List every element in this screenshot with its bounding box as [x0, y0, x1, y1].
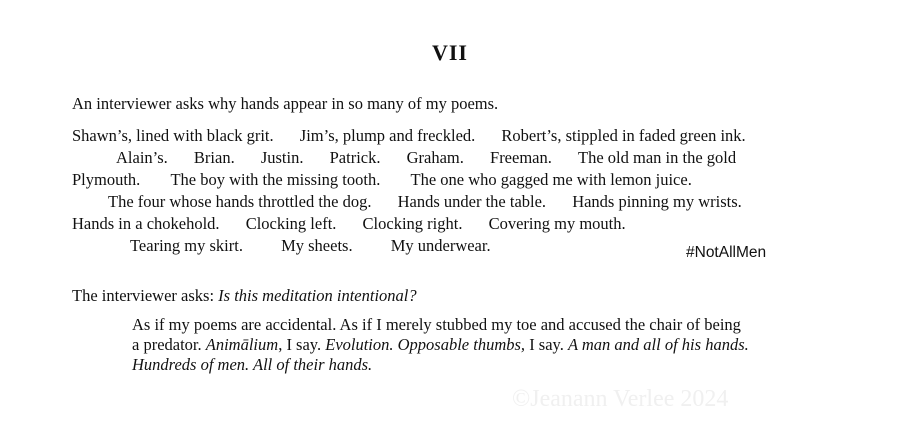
list-phrase: Shawn’s, lined with black grit. [72, 126, 274, 145]
question-italic: Is this meditation intentional? [218, 286, 417, 305]
list-line-1 [72, 125, 746, 147]
list-phrase: Alain’s. [116, 148, 168, 167]
list-phrase: Jim’s, plump and freckled. [299, 126, 476, 145]
list-phrase: Justin. [260, 148, 304, 167]
list-phrase: Tearing my skirt. [130, 236, 243, 255]
list-line-6 [130, 235, 491, 257]
answer-text: , I say. [278, 335, 326, 354]
list-phrase: The boy with the missing tooth. [170, 170, 381, 189]
answer-italic: Evolution. Opposable thumbs, [325, 335, 526, 354]
answer-text: I say. [525, 335, 568, 354]
list-line-5 [72, 213, 626, 235]
list-phrase: Clocking right. [362, 214, 463, 233]
list-phrase: Covering my mouth. [488, 214, 626, 233]
list-phrase: The one who gagged me with lemon juice. [410, 170, 692, 189]
answer-line-3 [132, 354, 372, 376]
question-lead: The interviewer asks: [72, 286, 219, 305]
list-phrase: Hands pinning my wrists. [572, 192, 742, 211]
list-phrase: Graham. [406, 148, 464, 167]
intro-line: An interviewer asks why hands appear in so many of my poems. [72, 94, 499, 113]
list-phrase: Patrick. [329, 148, 381, 167]
answer-text: a predator. [132, 335, 206, 354]
list-line-4 [108, 191, 742, 213]
question-line [72, 285, 417, 307]
answer-line-2 [132, 334, 749, 356]
list-phrase: Brian. [193, 148, 235, 167]
section-title: VII [431, 40, 468, 65]
list-phrase: The four whose hands throttled the dog. [108, 192, 372, 211]
list-phrase: My underwear. [390, 236, 491, 255]
hashtag: #NotAllMen [686, 244, 767, 261]
list-line-3 [72, 169, 692, 191]
list-phrase: My sheets. [281, 236, 353, 255]
list-line-2 [116, 147, 736, 169]
list-phrase: Plymouth. [72, 170, 141, 189]
list-phrase: Robert’s, stippled in faded green ink. [501, 126, 746, 145]
list-phrase: Freeman. [490, 148, 552, 167]
list-phrase: Hands in a chokehold. [72, 214, 220, 233]
answer-italic: A man and all of his hands. [567, 335, 749, 354]
list-phrase: Hands under the table. [397, 192, 547, 211]
copyright-watermark: ©Jeanann Verlee 2024 [512, 386, 729, 412]
answer-italic: Animālium [205, 335, 279, 354]
list-phrase: Clocking left. [245, 214, 337, 233]
list-phrase: The old man in the gold [578, 148, 737, 167]
answer-italic: Hundreds of men. All of their hands. [132, 355, 373, 374]
answer-line-1: As if my poems are accidental. As if I merely stubbed my toe and accused the chair of being [132, 315, 741, 334]
